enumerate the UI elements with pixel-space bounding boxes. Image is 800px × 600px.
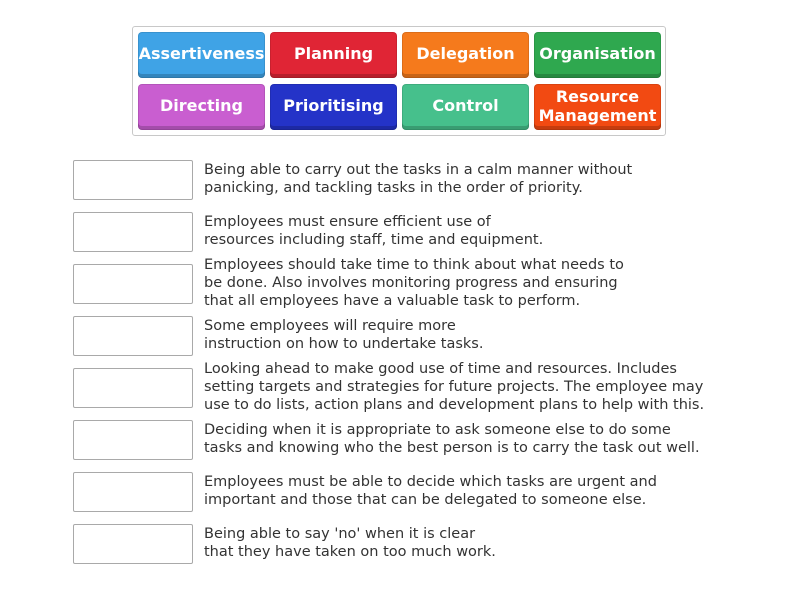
- match-row: [73, 472, 773, 512]
- tile-control[interactable]: Control: [402, 84, 529, 130]
- answer-drop-box[interactable]: [73, 160, 193, 200]
- match-row: [73, 316, 773, 356]
- match-row: [73, 524, 773, 564]
- description-text: Employees must be able to decide which tasks are urgent and important and those that can be delegated to someone else.: [204, 474, 657, 508]
- answer-drop-box[interactable]: [73, 212, 193, 252]
- answer-drop-box[interactable]: [73, 420, 193, 460]
- answer-drop-box[interactable]: [73, 472, 193, 512]
- match-row: [73, 212, 773, 252]
- description-text: Being able to say 'no' when it is clear that they have taken on too much work.: [204, 526, 496, 560]
- answer-drop-box[interactable]: [73, 316, 193, 356]
- description-text: Employees should take time to think about what needs to be done. Also involves monitoring progress and ensuring that all employees have a valuable task to perform.: [204, 257, 624, 309]
- tile-planning[interactable]: Planning: [270, 32, 397, 78]
- match-row: [73, 160, 773, 200]
- tile-delegation[interactable]: Delegation: [402, 32, 529, 78]
- answer-tile-bank: [132, 26, 666, 136]
- tile-organisation[interactable]: Organisation: [534, 32, 661, 78]
- tile-prioritising[interactable]: Prioritising: [270, 84, 397, 130]
- description-text: Being able to carry out the tasks in a calm manner without panicking, and tackling tasks in the order of priority.: [204, 162, 633, 196]
- tile-resource-management[interactable]: Resource Management: [534, 84, 661, 130]
- description-text: Employees must ensure efficient use of resources including staff, time and equipment.: [204, 214, 544, 248]
- description-text: Deciding when it is appropriate to ask someone else to do some tasks and knowing who the best person is to carry the task out well.: [204, 422, 700, 456]
- answer-drop-box[interactable]: [73, 524, 193, 564]
- match-row: [73, 257, 773, 309]
- answer-drop-box[interactable]: [73, 368, 193, 408]
- description-text: Some employees will require more instruction on how to undertake tasks.: [204, 318, 484, 352]
- answer-drop-box[interactable]: [73, 264, 193, 304]
- match-row: [73, 361, 773, 413]
- match-row: [73, 420, 773, 460]
- tile-assertiveness[interactable]: Assertiveness: [138, 32, 265, 78]
- tile-directing[interactable]: Directing: [138, 84, 265, 130]
- description-text: Looking ahead to make good use of time and resources. Includes setting targets and strategies for future projects. The employee may use to do lists, action plans and development plans to help with this.: [204, 361, 705, 413]
